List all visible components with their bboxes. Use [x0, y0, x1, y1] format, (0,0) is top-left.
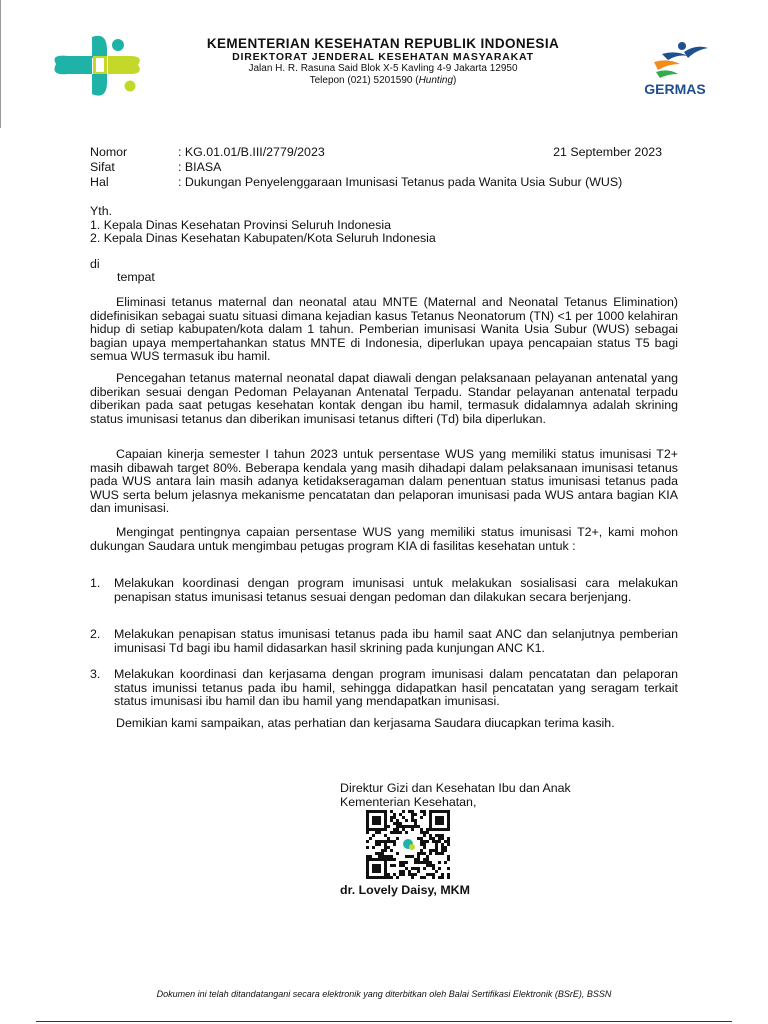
recipients: [90, 205, 678, 246]
list-number: 3.: [90, 667, 101, 681]
germas-wordmark: GERMAS: [644, 81, 706, 97]
phone-number: Telepon (021) 5201590 (: [309, 75, 419, 86]
signer-position: Direktur Gizi dan Kesehatan Ibu dan Anak: [340, 781, 571, 795]
letter-meta: [90, 145, 680, 190]
germas-logo: [632, 40, 718, 98]
sifat-value: : BIASA: [178, 160, 222, 174]
directorate-name: DIREKTORAT JENDERAL KESEHATAN MASYARAKAT: [232, 51, 534, 63]
list-number: 1.: [90, 576, 101, 590]
list-text: Melakukan koordinasi dengan program imunisasi untuk melakukan sosialisasi cara melakukan penapisan status imunisasi tetanus sesuai dengan pedoman dan dilakukan secara berjenjang.: [114, 576, 678, 604]
recipient-1: 1. Kepala Dinas Kesehatan Provinsi Seluruh Indonesia: [90, 217, 392, 232]
paragraph-1: Eliminasi tetanus maternal dan neonatal atau MNTE (Maternal and Neonatal Tetanus Elimination) didefinisikan sebagai suatu situasi dimana kejadian kasus Tetanus Neonatorum (TN) <1 per 1000 kelahiran hidup di setiap kabupaten/kota dalam 1 tahun. Pemberian imunisasi Wanita Usia Subur (WUS) sebagai bagian upaya mempertahankan status MNTE di Indonesia, diperlukan upaya pencapaian status T5 bagi semua WUS termasuk ibu hamil.: [90, 295, 678, 364]
paragraph-2: Pencegahan tetanus maternal neonatal dapat diawali dengan pelaksanaan pelayanan antenatal yang diberikan sesuai dengan Pedoman Pelayanan Antenatal Terpadu. Standar pelayanan antenatal terpadu diberikan pada saat petugas kesehatan kontak dengan ibu hamil, termasuk didalamnya adalah skrining status imunisasi tetanus dan diberikan imunisasi tetanus difteri (Td) bila diperlukan.: [90, 371, 678, 426]
list-item-1: [90, 577, 678, 604]
greeting: Yth.: [90, 204, 113, 218]
sifat-label: Sifat: [90, 160, 115, 174]
signer-institution: Kementerian Kesehatan,: [340, 795, 477, 809]
phone-close: ): [453, 75, 457, 86]
list-text: Melakukan penapisan status imunisasi tetanus pada ibu hamil saat ANC dan selanjutnya pemberian imunisasi Td bagi ibu hamil didasarkan hasil skrining pada kunjungan ANC K1.: [114, 627, 678, 655]
footer-note: Dokumen ini telah ditandatangani secara elektronik yang diterbitkan oleh Balai Sertifikasi Elektronik (BSrE), BSSN: [156, 989, 612, 999]
phone-line: [148, 75, 618, 87]
letter-date: 21 September 2023: [553, 145, 662, 159]
letterhead: [148, 36, 618, 87]
signature-block: [340, 781, 660, 809]
address-line: Jalan H. R. Rasuna Said Blok X-5 Kavling 4-9 Jakarta 12950: [248, 63, 518, 74]
list-number: 2.: [90, 627, 101, 641]
footer-divider: [36, 1021, 732, 1022]
hal-value: : Dukungan Penyelenggaraan Imunisasi Tetanus pada Wanita Usia Subur (WUS): [178, 175, 623, 189]
closing-paragraph: Demikian kami sampaikan, atas perhatian dan kerjasama Saudara diucapkan terima kasih.: [116, 716, 615, 730]
list-text: Melakukan koordinasi dan kerjasama dengan program imunisasi dalam pencatatan dan pelaporan status imunissi tetanus pada ibu hamil, sehingga didapatkan hasil pencatatan yang seragam terkait status imunisasi ibu hamil dan ibu hamil yang mendapatkan imunisasi.: [114, 667, 678, 709]
location-tempat: tempat: [117, 270, 155, 284]
page-edge-line: [0, 0, 1, 128]
hal-label: Hal: [90, 175, 109, 189]
list-item-2: [90, 628, 678, 655]
list-item-3: [90, 668, 678, 709]
qr-code-signature: [366, 810, 450, 880]
ministry-name: KEMENTERIAN KESEHATAN REPUBLIK INDONESIA: [206, 36, 560, 51]
paragraph-3: Capaian kinerja semester I tahun 2023 untuk persentase WUS yang memiliki status imunisasi T2+ masih dibawah target 80%. Beberapa kendala yang masih dihadapi dalam pelaksanaan imunisasi tetanus pada WUS antara lain masih adanya ketidakseragaman dalam penentuan status imunisasi tetanus pada WUS serta belum jelasnya mekanisme pencatatan dan pelaporan imunisasi pada WUS antara bagian KIA dan imunisasi.: [90, 447, 678, 516]
meta-sifat-row: [90, 160, 680, 175]
phone-note: Hunting: [418, 75, 454, 86]
paragraph-4: Mengingat pentingnya capaian persentase WUS yang memiliki status imunisasi T2+, kami mohon dukungan Saudara untuk mengimbau petugas program KIA di fasilitas kesehatan untuk :: [90, 525, 678, 553]
nomor-value: : KG.01.01/B.III/2779/2023: [178, 145, 325, 159]
location-di: di: [90, 257, 100, 271]
kemenkes-logo: [52, 34, 144, 96]
signer-name: dr. Lovely Daisy, MKM: [340, 883, 470, 897]
recipient-2: 2. Kepala Dinas Kesehatan Kabupaten/Kota Seluruh Indonesia: [90, 231, 436, 245]
nomor-label: Nomor: [90, 145, 128, 159]
meta-hal-row: [90, 175, 680, 190]
